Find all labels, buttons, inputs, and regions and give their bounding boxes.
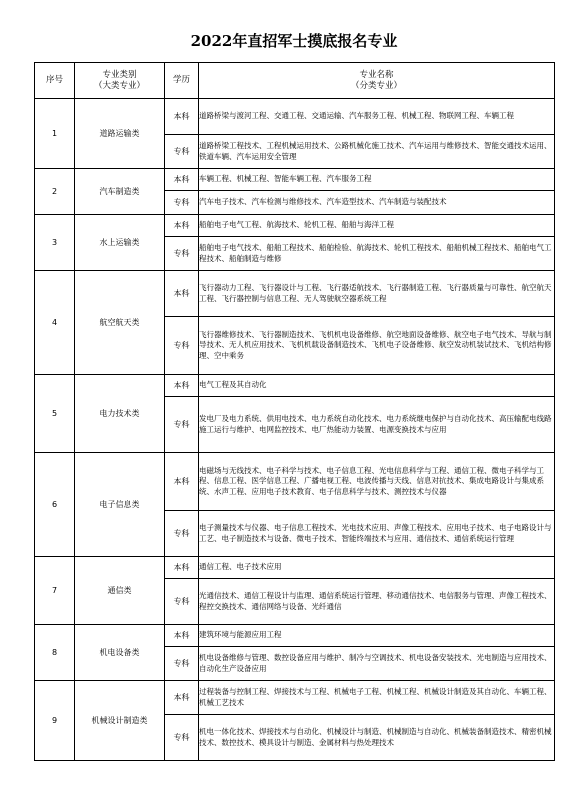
degree-bachelor: 本科 [165,215,199,237]
associate-majors: 机电一体化技术、焊接技术与自动化、机械设计与制造、机械制造与自动化、机械装备制造技术、精密机械技术、数控技术、模具设计与制造、金属材料与热处理技术 [199,715,555,761]
category-cell: 通信类 [75,557,165,625]
table-row [35,169,555,191]
category-cell: 电力技术类 [75,375,165,453]
degree-associate: 专科 [165,579,199,625]
row-number: 7 [35,557,75,625]
row-number: 5 [35,375,75,453]
bachelor-majors: 飞行器动力工程、飞行器设计与工程、飞行器适航技术、飞行器制造工程、飞行器质量与可靠性、航空航天工程、飞行器控制与信息工程、无人驾驶航空器系统工程 [199,271,555,317]
degree-bachelor: 本科 [165,271,199,317]
degree-bachelor: 本科 [165,557,199,579]
bachelor-majors: 通信工程、电子技术应用 [199,557,555,579]
degree-associate: 专科 [165,715,199,761]
row-number: 6 [35,453,75,557]
category-cell: 机械设计制造类 [75,681,165,761]
row-number: 4 [35,271,75,375]
associate-majors: 电子测量技术与仪器、电子信息工程技术、光电技术应用、声像工程技术、应用电子技术、电子电路设计与工艺、电子制造技术与设备、微电子技术、智能终端技术与应用、通信技术、通信系统运行管理 [199,511,555,557]
row-number: 2 [35,169,75,215]
degree-bachelor: 本科 [165,681,199,715]
table-row [35,681,555,715]
degree-associate: 专科 [165,511,199,557]
degree-associate: 专科 [165,647,199,681]
degree-associate: 专科 [165,317,199,375]
degree-associate: 专科 [165,191,199,215]
page-title: 2022年直招军士摸底报名专业 [190,32,398,50]
table-row [35,99,555,135]
table-row [35,625,555,647]
header-major: 专业名称 （分类专业） [199,63,555,99]
bachelor-majors: 电气工程及其自动化 [199,375,555,397]
bachelor-majors: 道路桥梁与渡河工程、交通工程、交通运输、汽车服务工程、机械工程、物联网工程、车辆工程 [199,99,555,135]
associate-majors: 飞行器维修技术、飞行器制造技术、飞机机电设备维修、航空地面设备维修、航空电子电气技术、导航与制导技术、无人机应用技术、飞机机载设备制造技术、飞机电子设备维修、航空发动机装试技术、飞机结构修理、空中乘务 [199,317,555,375]
majors-table [34,62,555,761]
associate-majors: 道路桥梁工程技术、工程机械运用技术、公路机械化施工技术、汽车运用与维修技术、智能交通技术运用、铁道车辆、汽车运用安全管理 [199,135,555,169]
table-row [35,557,555,579]
bachelor-majors: 建筑环境与能源应用工程 [199,625,555,647]
bachelor-majors: 电磁场与无线技术、电子科学与技术、电子信息工程、光电信息科学与工程、通信工程、微电子科学与工程、信息工程、医学信息工程、广播电视工程、电波传播与天线、信息对抗技术、集成电路设计与集成系统、水声工程、应用电子技术教育、电子信息科学与技术、测控技术与仪器 [199,453,555,511]
bachelor-majors: 车辆工程、机械工程、智能车辆工程、汽车服务工程 [199,169,555,191]
category-cell: 道路运输类 [75,99,165,169]
category-cell: 水上运输类 [75,215,165,271]
header-degree: 学历 [165,63,199,99]
associate-majors: 船舶电子电气技术、船舶工程技术、船舶检验、航海技术、轮机工程技术、船舶机械工程技术、船舶电气工程技术、船舶制造与维修 [199,237,555,271]
degree-bachelor: 本科 [165,375,199,397]
associate-majors: 发电厂及电力系统、供用电技术、电力系统自动化技术、电力系统继电保护与自动化技术、高压输配电线路施工运行与维护、电网监控技术、电厂热能动力装置、电源变换技术与应用 [199,397,555,453]
row-number: 1 [35,99,75,169]
degree-bachelor: 本科 [165,99,199,135]
degree-associate: 专科 [165,397,199,453]
associate-majors: 机电设备维修与管理、数控设备应用与维护、制冷与空调技术、机电设备安装技术、光电制造与应用技术、自动化生产设备应用 [199,647,555,681]
degree-bachelor: 本科 [165,625,199,647]
row-number: 9 [35,681,75,761]
table-row [35,271,555,317]
row-number: 3 [35,215,75,271]
header-seq: 序号 [35,63,75,99]
category-cell: 机电设备类 [75,625,165,681]
degree-associate: 专科 [165,135,199,169]
category-cell: 电子信息类 [75,453,165,557]
header-category: 专业类别 （大类专业） [75,63,165,99]
table-row [35,453,555,511]
header-row [35,63,555,99]
table-row [35,375,555,397]
associate-majors: 汽车电子技术、汽车检测与维修技术、汽车造型技术、汽车制造与装配技术 [199,191,555,215]
category-cell: 汽车制造类 [75,169,165,215]
row-number: 8 [35,625,75,681]
bachelor-majors: 船舶电子电气工程、航海技术、轮机工程、船舶与海洋工程 [199,215,555,237]
bachelor-majors: 过程装备与控制工程、焊接技术与工程、机械电子工程、机械工程、机械设计制造及其自动化、车辆工程、机械工艺技术 [199,681,555,715]
associate-majors: 光通信技术、通信工程设计与监理、通信系统运行管理、移动通信技术、电信服务与管理、声像工程技术、程控交换技术、通信网络与设备、光纤通信 [199,579,555,625]
degree-bachelor: 本科 [165,453,199,511]
degree-bachelor: 本科 [165,169,199,191]
degree-associate: 专科 [165,237,199,271]
category-cell: 航空航天类 [75,271,165,375]
table-row [35,215,555,237]
